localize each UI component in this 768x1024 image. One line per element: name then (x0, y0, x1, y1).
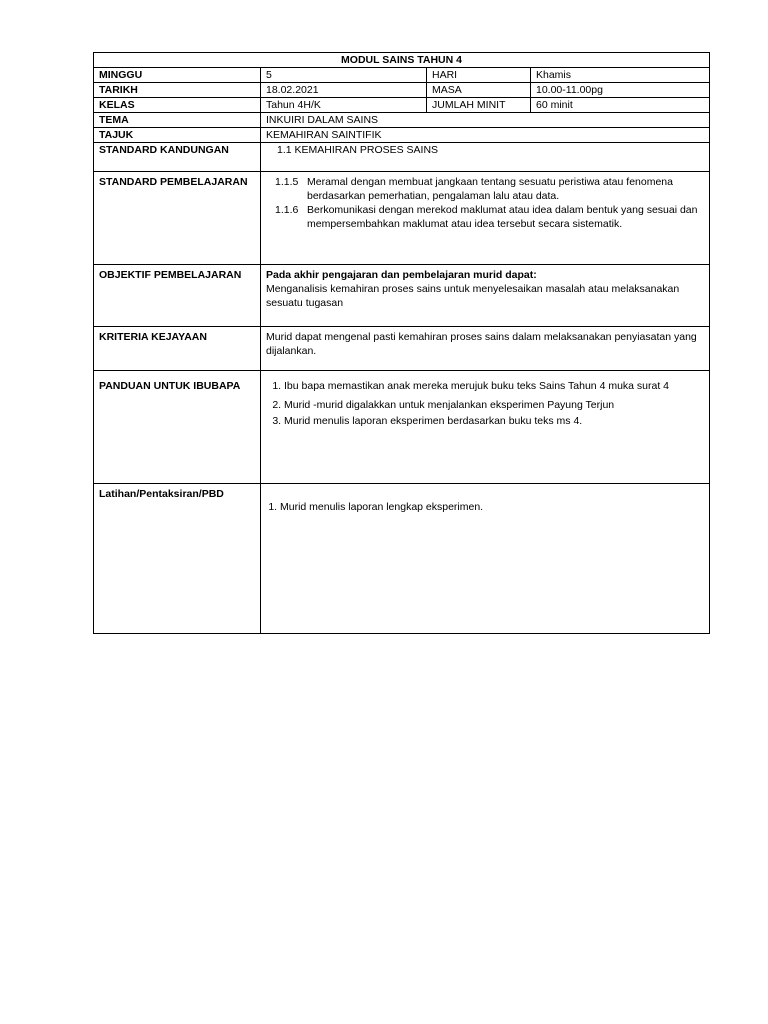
panduan-row (94, 371, 710, 484)
standard-item (275, 175, 704, 203)
kelas-value: Tahun 4H/K (261, 98, 427, 113)
tema-label: TEMA (94, 113, 261, 128)
latihan-list (266, 500, 704, 514)
latihan-content (261, 484, 710, 634)
tarikh-value: 18.02.2021 (261, 83, 427, 98)
tema-value: INKUIRI DALAM SAINS (261, 113, 710, 128)
standard-pembelajaran-content (261, 172, 710, 265)
lesson-module-table (93, 52, 710, 634)
standard-kandungan-row (94, 143, 710, 172)
hari-label: HARI (427, 68, 531, 83)
latihan-row (94, 484, 710, 634)
tarikh-label: TARIKH (94, 83, 261, 98)
standard-pembelajaran-label: STANDARD PEMBELAJARAN (94, 172, 261, 265)
panduan-content (261, 371, 710, 484)
tajuk-row (94, 128, 710, 143)
objektif-heading: Pada akhir pengajaran dan pembelajaran murid dapat: (266, 269, 537, 281)
minggu-value: 5 (261, 68, 427, 83)
objektif-label: OBJEKTIF PEMBELAJARAN (94, 265, 261, 327)
standard-item-number: 1.1.5 (275, 176, 299, 188)
list-item: 1. Murid menulis laporan lengkap eksperimen. (280, 500, 704, 514)
tarikh-row (94, 83, 710, 98)
kelas-label: KELAS (94, 98, 261, 113)
objektif-text: Menganalisis kemahiran proses sains untuk menyelesaikan masalah atau melaksanakan sesuatu tugasan (266, 283, 680, 309)
kriteria-label: KRITERIA KEJAYAAN (94, 327, 261, 371)
standard-kandungan-label: STANDARD KANDUNGAN (94, 143, 261, 172)
tajuk-label: TAJUK (94, 128, 261, 143)
masa-label: MASA (427, 83, 531, 98)
module-title: MODUL SAINS TAHUN 4 (94, 53, 710, 68)
standard-item (275, 203, 704, 231)
minggu-label: MINGGU (94, 68, 261, 83)
tema-row (94, 113, 710, 128)
standard-kandungan-value: 1.1 KEMAHIRAN PROSES SAINS (261, 143, 710, 172)
list-item: 1. Ibu bapa memastikan anak mereka merujuk buku teks Sains Tahun 4 muka surat 4 (284, 379, 704, 393)
title-row (94, 53, 710, 68)
standard-item-text: Meramal dengan membuat jangkaan tentang sesuatu peristiwa atau fenomena berdasarkan pemerhatian, pengalaman lalu atau data. (307, 176, 673, 202)
standard-item-number: 1.1.6 (275, 204, 299, 216)
standard-item-text: Berkomunikasi dengan merekod maklumat atau idea dalam bentuk yang sesuai dan mempersembahkan maklumat atau idea tersebut secara sistematik. (307, 204, 698, 230)
kelas-row (94, 98, 710, 113)
jumlah-minit-label: JUMLAH MINIT (427, 98, 531, 113)
minggu-row (94, 68, 710, 83)
kriteria-row (94, 327, 710, 371)
tajuk-value: KEMAHIRAN SAINTIFIK (261, 128, 710, 143)
kriteria-text: Murid dapat mengenal pasti kemahiran proses sains dalam melaksanakan penyiasatan yang dijalankan. (261, 327, 710, 371)
hari-value: Khamis (531, 68, 710, 83)
standard-pembelajaran-row (94, 172, 710, 265)
masa-value: 10.00-11.00pg (531, 83, 710, 98)
objektif-row (94, 265, 710, 327)
panduan-label: PANDUAN UNTUK IBUBAPA (94, 371, 261, 484)
jumlah-minit-value: 60 minit (531, 98, 710, 113)
panduan-list (266, 379, 704, 428)
latihan-label: Latihan/Pentaksiran/PBD (94, 484, 261, 634)
list-item: 2. Murid -murid digalakkan untuk menjalankan eksperimen Payung Terjun (284, 398, 704, 412)
list-item: 3. Murid menulis laporan eksperimen berdasarkan buku teks ms 4. (284, 414, 704, 428)
objektif-content (261, 265, 710, 327)
